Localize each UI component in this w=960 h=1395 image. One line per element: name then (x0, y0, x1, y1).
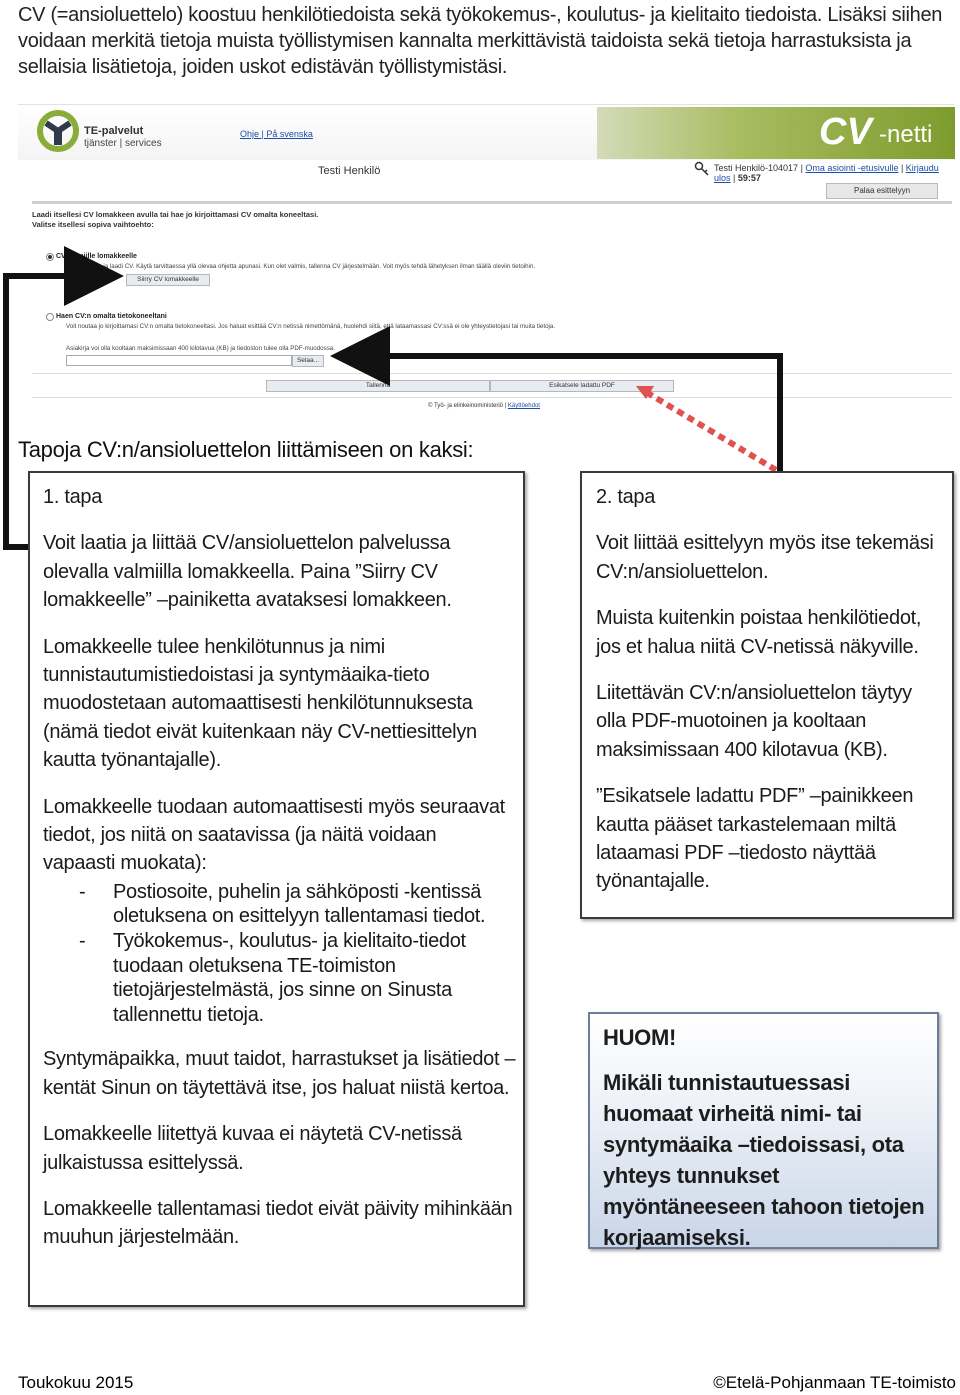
way-1-title: 1. tapa (43, 486, 103, 508)
user-bar: Testi Henkilö-104017 | Oma asiointi -etusivulle | Kirjaudu ulos | 59:57 (714, 163, 939, 183)
way-1-box (28, 471, 525, 1307)
list-item (43, 880, 523, 929)
way-2-paragraph-3: Liitettävän CV:n/ansioluettelon täytyy olla PDF-muotoinen ja kooltaan maksimissaan 400 kilotavua (KB). (596, 682, 912, 761)
go-to-cv-form-button[interactable]: Siirry CV lomakkeelle (126, 274, 210, 286)
org-name: TE-palvelut (84, 125, 144, 137)
file-path-input[interactable] (66, 355, 292, 366)
divider (32, 373, 952, 374)
option-form-title: CV valmiille lomakkeelle (56, 253, 137, 260)
option-upload-radio[interactable] (46, 313, 54, 321)
cv-logo-suffix: -netti (879, 121, 933, 148)
way-2-paragraph-1: Voit liittää esittelyyn myös itse tekemäsi CV:n/ansioluettelon. (596, 532, 934, 583)
org-subtitle: tjänster | services (84, 138, 162, 149)
terms-link[interactable]: Käyttöehdot (507, 403, 540, 409)
way-2-box (580, 471, 954, 919)
list-item-text: Postiosoite, puhelin ja sähköposti -kentissä oletuksena on esittelyyn tallentamasi tiedot. (113, 880, 486, 928)
option-upload-text: Voit noutaa jo kirjoittamasi CV:n omalta tietokoneeltasi. Jos haluat esittää CV:n netissä nimettömänä, huolehdi siitä, että lataamassasi CV:ssä ei ole yhteystietojasi tai muita tietoja. (66, 323, 556, 330)
session-timer: 59:57 (737, 173, 761, 183)
cv-netti-screenshot (18, 104, 955, 415)
way-1-paragraph-1: Voit laatia ja liittää CV/ansioluettelon palvelussa olevalla valmiilla lomakkeella. Paina ”Siirry CV lomakkeelle” –painiketta avataksesi lomakkeen. (43, 532, 452, 612)
logout-link[interactable]: Kirjaudu ulos (714, 163, 939, 183)
upload-size-text: Asiakirja voi olla kooltaan maksimissaan 400 kilotavua (KB) ja tiedoston tulee olla PDF-muodossa. (66, 345, 335, 352)
list-dash: - (79, 880, 86, 903)
list-dash: - (79, 930, 86, 953)
way-2-title: 2. tapa (596, 486, 656, 508)
te-palvelut-logo-icon (36, 109, 80, 153)
note-title: HUOM! (603, 1025, 677, 1050)
way-1-paragraph-4: Syntymäpaikka, muut taidot, harrastukset ja lisätiedot –kentät Sinun on täytettävä itse, jos haluat niistä kertoa. (43, 1048, 516, 1099)
list-item-text: Työkokemus-, koulutus- ja kielitaito-tiedot tuodaan oletuksena TE-toimiston tietojärjestelmästä, jos sinne on Sinusta tallennettu tietoja. (113, 930, 466, 1026)
way-1-paragraph-2: Lomakkeelle tulee henkilötunnus ja nimi tunnistautumistiedoistasi ja syntymäaika-tieto muodostetaan automaattisesti henkilötunnuksesta (nämä tiedot eivät kuitenkaan näy CV-nettiesittelyn kautta työnantajalle). (43, 635, 477, 772)
keys-icon (694, 161, 710, 177)
instructions-line-1: Laadi itsellesi CV lomakkeen avulla tai hae jo kirjoittamasi CV omalta koneeltasi. (32, 210, 319, 219)
footer-copyright: ©Etelä-Pohjanmaan TE-toimisto (713, 1373, 956, 1392)
note-text: Mikäli tunnistautuessasi huomaat virheitä nimi- tai syntymäaika –tiedoissasi, ota yhteys tunnukset myöntäneeseen tahoon tietojen korjaamiseksi. (603, 1070, 925, 1250)
instructions-line-2: Valitse itsellesi sopiva vaihtoehto: (32, 220, 154, 229)
home-link[interactable]: Oma asiointi -etusivulle (805, 163, 899, 173)
back-to-presentation-button[interactable]: Palaa esittelyyn (826, 183, 938, 199)
option-form-radio[interactable] (46, 253, 54, 261)
user-bar-name: Testi Henkilö-104017 (714, 163, 799, 173)
cv-logo-main: CV (819, 111, 872, 153)
save-button[interactable]: Tallenna (266, 380, 490, 392)
ways-heading: Tapoja CV:n/ansioluettelon liittämiseen on kaksi: (18, 437, 474, 462)
option-form-text: Avaa lomake ja laadi CV. Käytä tarvittaessa yllä olevaa ohjetta apunasi. Kun olet valmis, tallenna CV järjestelmään. Voit myös tehdä lähetyksen ilman täällä oleviin tietoihin. (66, 263, 536, 270)
preview-pdf-button[interactable]: Esikatsele ladattu PDF (490, 380, 674, 392)
footer-date: Toukokuu 2015 (18, 1373, 134, 1392)
way-1-paragraph-3: Lomakkeelle tuodaan automaattisesti myös seuraavat tiedot, jos niitä on saatavissa (ja näitä voidaan vapaasti muokata): (43, 795, 505, 875)
intro-paragraph: CV (=ansioluettelo) koostuu henkilötiedoista sekä työkokemus-, koulutus- ja kielitaito tiedoista. Lisäksi siihen voidaan merkitä tietoja muista työllistymisen kannalta merkittävistä taidoista sekä tietoja harrastuksista ja sellaisia lisätietoja, joiden uskot edistävän työllistymistäsi. (18, 4, 943, 78)
way-1-paragraph-5: Lomakkeelle liitettyä kuvaa ei näytetä CV-netissä julkaistussa esittelyssä. (43, 1123, 462, 1174)
instructions-heading (32, 201, 952, 230)
screenshot-footer: © Työ- ja elinkeinoministeriö | Käyttöehdot (428, 403, 540, 409)
note-box (588, 1012, 939, 1249)
option-upload-title: Haen CV:n omalta tietokoneeltani (56, 313, 167, 320)
way-1-paragraph-6: Lomakkeelle tallentamasi tiedot eivät päivity mihinkään muuhun järjestelmään. (43, 1198, 513, 1249)
way-2-paragraph-2: Muista kuitenkin poistaa henkilötiedot, jos et halua niitä CV-netissä näkyville. (596, 607, 922, 658)
list-item (43, 929, 523, 1027)
cv-netti-logo (597, 107, 955, 159)
divider (32, 397, 952, 398)
help-language-links[interactable]: Ohje | På svenska (240, 129, 313, 139)
browse-button[interactable]: Selaa... (292, 355, 324, 367)
way-2-paragraph-4: ”Esikatsele ladattu PDF” –painikkeen kautta pääset tarkastelemaan miltä lataamasi PDF –tiedosto näyttää työnantajalle. (596, 785, 914, 893)
ministry-copyright: © Työ- ja elinkeinoministeriö (428, 403, 504, 409)
user-name: Testi Henkilö (318, 165, 381, 177)
